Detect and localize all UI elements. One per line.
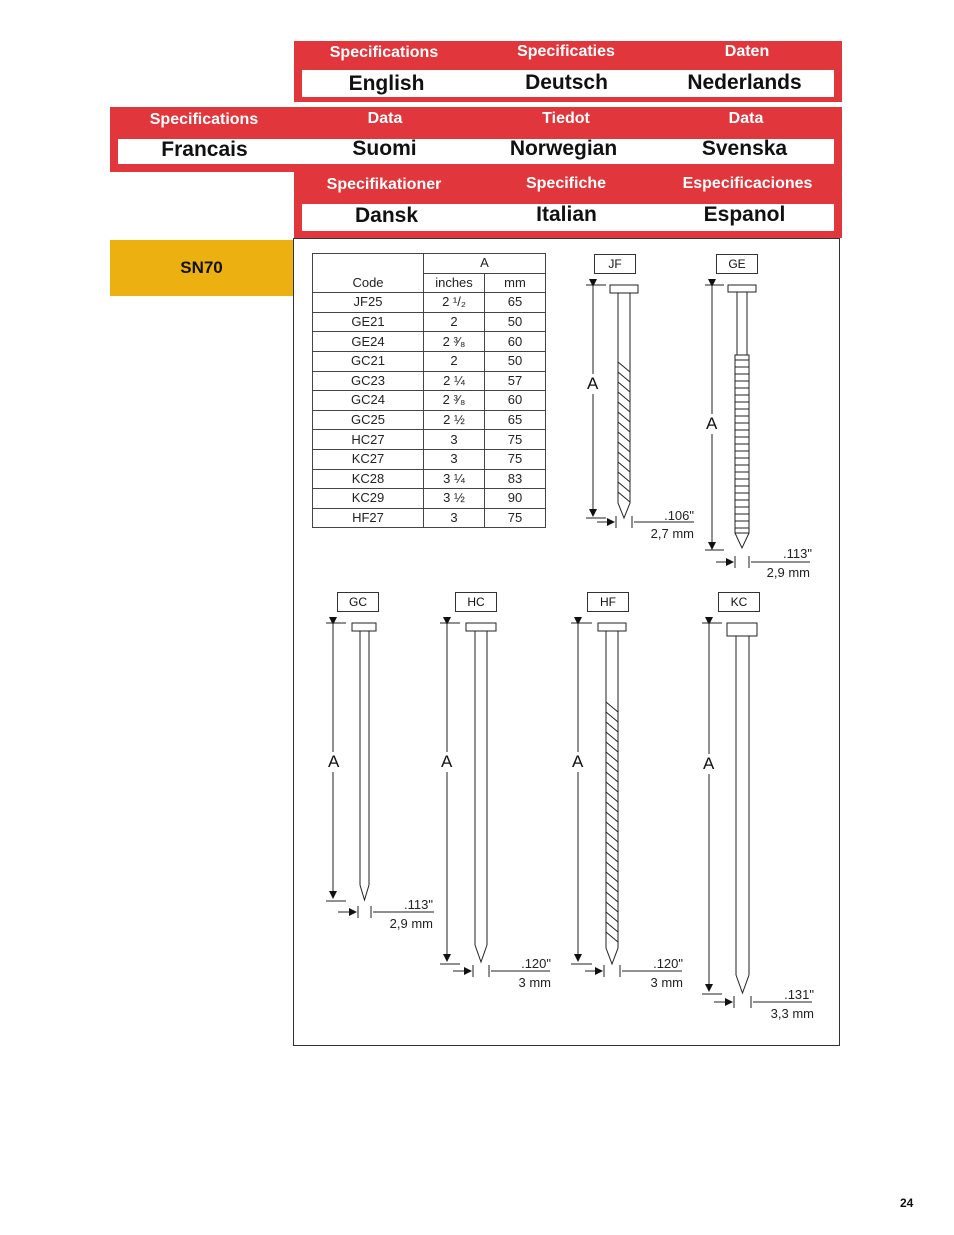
cell-mm: 57 <box>485 371 546 391</box>
language-italian: Italian <box>536 203 597 226</box>
cell-mm: 90 <box>485 489 546 509</box>
dim-a-hf: A <box>572 752 584 771</box>
cell-inches: 2 ³⁄₈ <box>424 332 485 352</box>
nail-label-kc: KC <box>718 592 760 612</box>
dia-mm-hc: 3 mm <box>518 975 551 990</box>
heading-italian: Specifiche <box>525 175 607 192</box>
language-francais: Francais <box>161 138 248 161</box>
heading-nederlands: Daten <box>724 43 770 60</box>
cell-inches: 2 <box>424 312 485 332</box>
cell-mm: 65 <box>485 293 546 313</box>
cell-mm: 75 <box>485 508 546 528</box>
dia-mm-gc: 2,9 mm <box>389 916 433 931</box>
cell-mm: 50 <box>485 312 546 332</box>
cell-inches: 2 ½ <box>424 410 485 430</box>
cell-code: GE24 <box>313 332 424 352</box>
language-dansk: Dansk <box>354 204 419 227</box>
cell-inches: 2 ¹/₂ <box>424 293 485 313</box>
cell-mm: 75 <box>485 449 546 469</box>
dia-in-jf: .106" <box>664 508 694 523</box>
group-header-a: A <box>424 254 546 274</box>
heading-francais: Specifications <box>149 111 259 128</box>
nail-gc-drawing <box>326 623 434 918</box>
nail-hc-drawing <box>440 623 550 977</box>
dim-a-ge: A <box>706 414 718 433</box>
dim-a-gc: A <box>328 752 340 771</box>
cell-code: GC24 <box>313 391 424 411</box>
cell-mm: 75 <box>485 430 546 450</box>
heading-svenska: Data <box>728 110 764 127</box>
dia-in-gc: .113" <box>404 897 433 912</box>
col-header-mm: mm <box>485 273 546 293</box>
cell-code: HF27 <box>313 508 424 528</box>
dim-a-jf: A <box>587 374 599 393</box>
cell-code: KC28 <box>313 469 424 489</box>
heading-english: Specifications <box>329 44 439 61</box>
language-deutsch: Deutsch <box>525 71 608 94</box>
nail-label-hf: HF <box>587 592 629 612</box>
cell-mm: 60 <box>485 332 546 352</box>
heading-norwegian: Tiedot <box>542 110 590 127</box>
language-svenska: Svenska <box>701 137 788 160</box>
dia-in-kc: .131" <box>784 987 814 1002</box>
dia-mm-kc: 3,3 mm <box>770 1006 814 1021</box>
dim-a-kc: A <box>703 754 715 773</box>
cell-code: KC27 <box>313 449 424 469</box>
language-espanol: Espanol <box>703 203 786 226</box>
heading-espanol: Especificaciones <box>682 175 813 192</box>
nail-jf-drawing <box>586 285 694 528</box>
nail-label-gc: GC <box>337 592 379 612</box>
cell-mm: 65 <box>485 410 546 430</box>
dim-a-hc: A <box>441 752 453 771</box>
language-suomi: Suomi <box>352 137 417 160</box>
model-label: SN70 <box>180 258 223 277</box>
language-norwegian: Norwegian <box>509 137 618 160</box>
dia-mm-ge: 2,9 mm <box>766 565 810 580</box>
cell-code: HC27 <box>313 430 424 450</box>
language-english: English <box>348 72 425 95</box>
cell-inches: 3 ¼ <box>424 469 485 489</box>
cell-code: JF25 <box>313 293 424 313</box>
page-number: 24 <box>900 1196 914 1210</box>
cell-code: GC23 <box>313 371 424 391</box>
cell-code: GC21 <box>313 351 424 371</box>
col-header-inches: inches <box>424 273 485 293</box>
dia-mm-hf: 3 mm <box>650 975 683 990</box>
cell-code: KC29 <box>313 489 424 509</box>
dia-in-hc: .120" <box>521 956 551 971</box>
cell-code: GE21 <box>313 312 424 332</box>
cell-mm: 83 <box>485 469 546 489</box>
heading-suomi: Data <box>367 110 403 127</box>
cell-inches: 3 <box>424 449 485 469</box>
cell-inches: 3 <box>424 430 485 450</box>
nail-hf-drawing <box>571 623 682 977</box>
cell-inches: 2 ³⁄₈ <box>424 391 485 411</box>
nail-label-hc: HC <box>455 592 497 612</box>
language-nederlands: Nederlands <box>687 71 802 94</box>
nail-label-ge: GE <box>716 254 758 274</box>
dia-in-hf: .120" <box>653 956 683 971</box>
cell-inches: 2 <box>424 351 485 371</box>
nail-label-jf: JF <box>594 254 636 274</box>
cell-mm: 50 <box>485 351 546 371</box>
cell-inches: 3 <box>424 508 485 528</box>
nail-kc-drawing <box>702 623 812 1008</box>
dia-mm-jf: 2,7 mm <box>650 526 694 541</box>
heading-deutsch: Specificaties <box>517 43 615 60</box>
dia-in-ge: .113" <box>783 546 812 561</box>
heading-dansk: Specifikationer <box>326 176 442 193</box>
col-header-code: Code <box>313 273 424 293</box>
cell-mm: 60 <box>485 391 546 411</box>
nail-ge-drawing <box>705 285 810 568</box>
cell-inches: 2 ¼ <box>424 371 485 391</box>
cell-inches: 3 ½ <box>424 489 485 509</box>
cell-code: GC25 <box>313 410 424 430</box>
